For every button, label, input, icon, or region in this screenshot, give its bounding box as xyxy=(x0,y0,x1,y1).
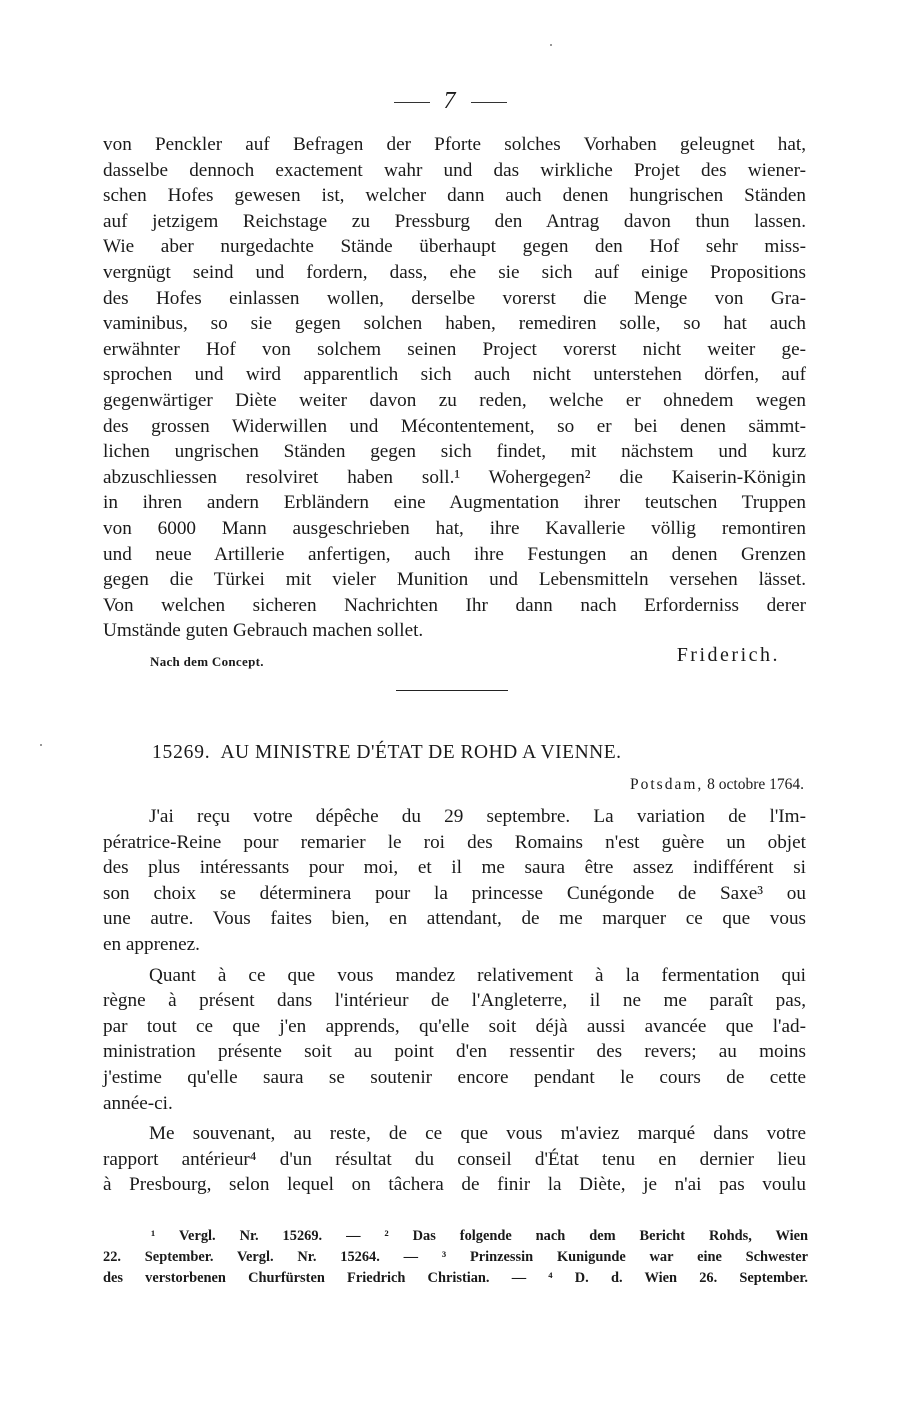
scan-speck xyxy=(550,44,552,46)
text-line: vergnügt seind und fordern, dass, ehe sie sich auf einige Propositions xyxy=(103,261,806,283)
text-line: dasselbe dennoch exactement wahr und das wirkliche Projet des wiener- xyxy=(103,159,806,181)
page-header xyxy=(0,88,900,115)
text-line: gegenwärtiger Diète weiter davon zu reden, welche er ohnedem wegen xyxy=(103,389,806,411)
text-line: Me souvenant, au reste, de ce que vous m'aviez marqué dans votre xyxy=(149,1123,806,1145)
text-line: auf jetzigem Reichstage zu Pressburg den Antrag davon thun lassen. xyxy=(103,210,806,232)
text-line: Von welchen sicheren Nachrichten Ihr dann nach Erforderniss derer xyxy=(103,594,806,616)
text-line: von Penckler auf Befragen der Pforte solches Vorhaben geleugnet hat, xyxy=(103,134,806,155)
text-line: des plus intéressants pour moi, et il me saura être assez indifférent si xyxy=(103,857,806,879)
text-line: vaminibus, so sie gegen solchen haben, remediren solle, so hat auch xyxy=(103,313,806,335)
letter-heading xyxy=(152,742,622,764)
text-line: des Hofes einlassen wollen, derselbe vorerst die Menge von Gra- xyxy=(103,287,806,309)
letter-title: AU MINISTRE D'ÉTAT DE ROHD A VIENNE. xyxy=(220,742,622,763)
text-line: von 6000 Mann ausgeschrieben hat, ihre Kavallerie völlig remontiren xyxy=(103,517,806,539)
text-line: des grossen Widerwillen und Mécontentement, so er bei denen sämmt- xyxy=(103,415,806,437)
letter-body xyxy=(103,804,806,1198)
text-line: ministration présente soit au point d'en ressentir des revers; au moins xyxy=(103,1041,806,1063)
text-line: abzuschliessen resolviret haben soll.¹ Wohergegen² die Kaiserin-Königin xyxy=(103,466,806,488)
text-line: lichen ungrischen Ständen gegen sich findet, mit nächstem und kurz xyxy=(103,441,806,463)
text-line: à Presbourg, selon lequel on tâchera de finir la Diète, je n'ai pas voulu xyxy=(103,1174,806,1196)
text-line: J'ai reçu votre dépêche du 29 septembre. La variation de l'Im- xyxy=(149,806,806,827)
text-line: rapport antérieur⁴ d'un résultat du conseil d'État tenu en dernier lieu xyxy=(103,1148,806,1170)
source-note: Nach dem Concept. xyxy=(150,654,264,669)
text-line: en apprenez. xyxy=(103,933,200,955)
text-line: in ihren andern Erbländern eine Augmentation ihrer teutschen Truppen xyxy=(103,492,806,514)
page-number: 7 xyxy=(443,88,457,114)
text-line: Wie aber nurgedachte Stände überhaupt gegen den Hof sehr miss- xyxy=(103,236,806,258)
text-line: erwähnter Hof von solchem seinen Project vorerst nicht weiter ge- xyxy=(103,338,806,360)
letter-date: 8 octobre 1764. xyxy=(707,776,804,793)
signature: Friderich. xyxy=(676,644,780,666)
letter-number: 15269. xyxy=(152,742,211,763)
section-divider xyxy=(396,690,508,691)
text-line: Quant à ce que vous mandez relativement à la fermentation qui xyxy=(149,964,806,986)
header-dash-right xyxy=(471,102,507,103)
text-line: Umstände guten Gebrauch machen sollet. xyxy=(103,620,424,642)
text-line: j'estime qu'elle saura se soutenir encore pendant le cours de cette xyxy=(103,1066,806,1088)
text-line: sprochen und wird apparentlich sich auch nicht unterstehen dörfen, auf xyxy=(103,364,806,386)
footnote-line: 22. September. Vergl. Nr. 15264. — ³ Prinzessin Kunigunde war eine Schwester xyxy=(103,1249,808,1265)
text-line: son choix se déterminera pour la princesse Cunégonde de Saxe³ ou xyxy=(103,882,806,904)
header-dash-left xyxy=(394,102,430,103)
text-line: und neue Artillerie anfertigen, auch ihre Festungen an denen Grenzen xyxy=(103,543,806,565)
footnotes xyxy=(103,1226,808,1289)
text-line: année-ci. xyxy=(103,1092,173,1114)
text-line: règne à présent dans l'intérieur de l'Angleterre, il ne me paraît pas, xyxy=(103,990,806,1012)
main-text-block xyxy=(103,132,806,644)
text-line: une autre. Vous faites bien, en attendant, de me marquer ce que vous xyxy=(103,908,806,930)
text-line: pératrice-Reine pour remarier le roi des Romains n'est guère un objet xyxy=(103,831,806,853)
text-line: gegen die Türkei mit vieler Munition und Lebensmitteln versehen lässet. xyxy=(103,569,806,591)
footnote-line: ¹ Vergl. Nr. 15269. — ² Das folgende nach dem Bericht Rohds, Wien xyxy=(151,1228,808,1244)
footnote-line: des verstorbenen Churfürsten Friedrich Christian. — ⁴ D. d. Wien 26. September. xyxy=(103,1270,808,1286)
text-line: schen Hofes gewesen ist, welcher dann auch denen hungrischen Ständen xyxy=(103,185,806,207)
letter-dateline xyxy=(630,776,804,794)
text-line: par tout ce que j'en apprends, qu'elle soit déjà aussi avancée que l'ad- xyxy=(103,1015,806,1037)
scan-speck xyxy=(40,744,42,746)
letter-place: Potsdam, xyxy=(629,776,704,793)
